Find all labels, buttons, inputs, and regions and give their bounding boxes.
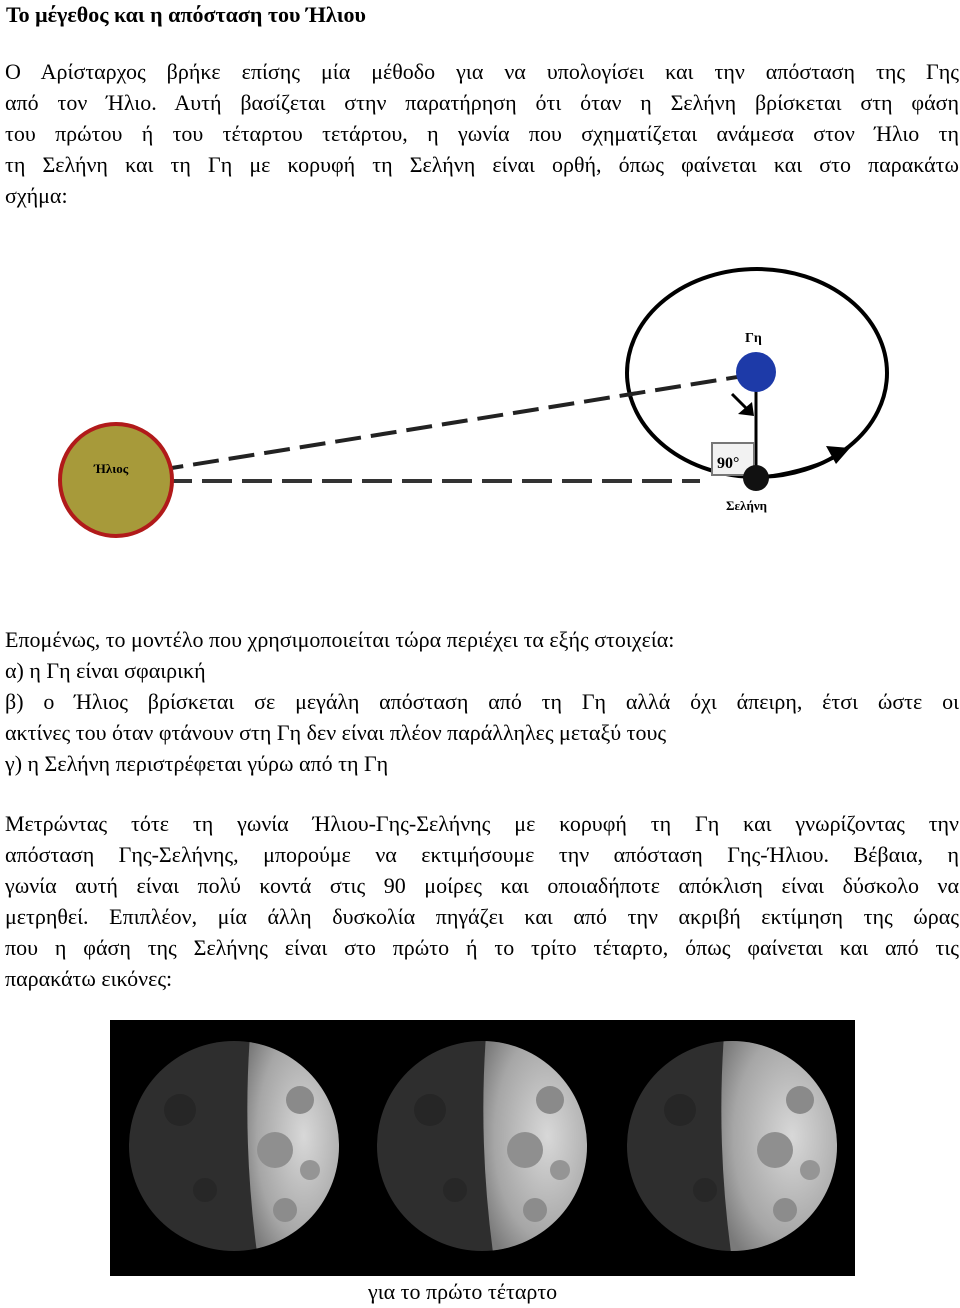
moon-phases-image (110, 1020, 855, 1276)
intro-line: σχήμα: (5, 183, 68, 208)
measure-line: Μετρώντας τότε τη γωνία Ήλιου-Γης-Σελήνης με κορυφή τη Γη και γνωρίζοντας την (5, 811, 959, 836)
measure-line: μετρηθεί. Επιπλέον, μία άλλη δυσκολία πηγάζει και από την ακριβή εκτίμηση της ώρας (5, 904, 959, 929)
moon-phase-2 (377, 1035, 600, 1260)
model-item-a: α) η Γη είναι σφαιρική (5, 658, 206, 683)
earth-icon (736, 352, 776, 392)
intro-line: του πρώτου ή του τέταρτου τετάρτου, η γωνία που σχηματίζεται ανάμεσα στον Ήλιο τη (5, 121, 959, 146)
intro-line: τη Σελήνη και τη Γη με κορυφή τη Σελήνη είναι ορθή, όπως φαίνεται και στο παρακάτω (5, 152, 959, 177)
angle-label: 90° (717, 455, 740, 472)
measure-line: απόσταση Γης-Σελήνης, μπορούμε να εκτιμήσουμε την απόσταση Γης-Ήλιου. Βέβαια, η (5, 842, 959, 867)
measure-line: που η φάση της Σελήνης είναι στο πρώτο ή το τρίτο τέταρτο, όπως φαίνεται και από τις (5, 935, 959, 960)
measure-line: γωνία αυτή είναι πολύ κοντά στις 90 μοίρες και οποιαδήποτε απόκλιση είναι δύσκολο να (5, 873, 959, 898)
model-lead: Επομένως, το μοντέλο που χρησιμοποιείται τώρα περιέχει τα εξής στοιχεία: (5, 627, 675, 652)
model-paragraph (5, 624, 959, 779)
earth-label: Γη (745, 331, 762, 346)
sun-label: Ήλιος (94, 461, 129, 476)
moons-caption: για το πρώτο τέταρτο (368, 1279, 558, 1304)
model-item-b-line: β) ο Ήλιος βρίσκεται σε μεγάλη απόσταση από τη Γη αλλά όχι άπειρη, έτσι ώστε οι (5, 689, 959, 714)
sun-earth-moon-diagram (50, 258, 900, 558)
moon-phases-svg (110, 1020, 855, 1276)
moon-icon (743, 465, 769, 491)
measure-line: παρακάτω εικόνες: (5, 966, 173, 991)
model-item-b-line: ακτίνες του όταν φτάνουν στη Γη δεν είναι πλέον παράλληλες μεταξύ τους (5, 720, 667, 745)
intro-line: από τον Ήλιο. Αυτή βασίζεται στην παρατήρηση ότι όταν η Σελήνη βρίσκεται στη φάση (5, 90, 959, 115)
moon-phase-1 (129, 1035, 350, 1260)
measure-paragraph (5, 808, 959, 994)
model-item-c: γ) η Σελήνη περιστρέφεται γύρω από τη Γη (5, 751, 389, 776)
sun-earth-line (122, 374, 756, 476)
intro-line: Ο Αρίσταρχος βρήκε επίσης μία μέθοδο για να υπολογίσει και την απόσταση της Γης (5, 59, 959, 84)
intro-paragraph (5, 56, 959, 211)
moon-phase-3 (627, 1035, 850, 1260)
moon-label: Σελήνη (726, 498, 768, 513)
page-title: Το μέγεθος και η απόσταση του Ήλιου (6, 2, 366, 27)
sun-icon (60, 424, 172, 536)
